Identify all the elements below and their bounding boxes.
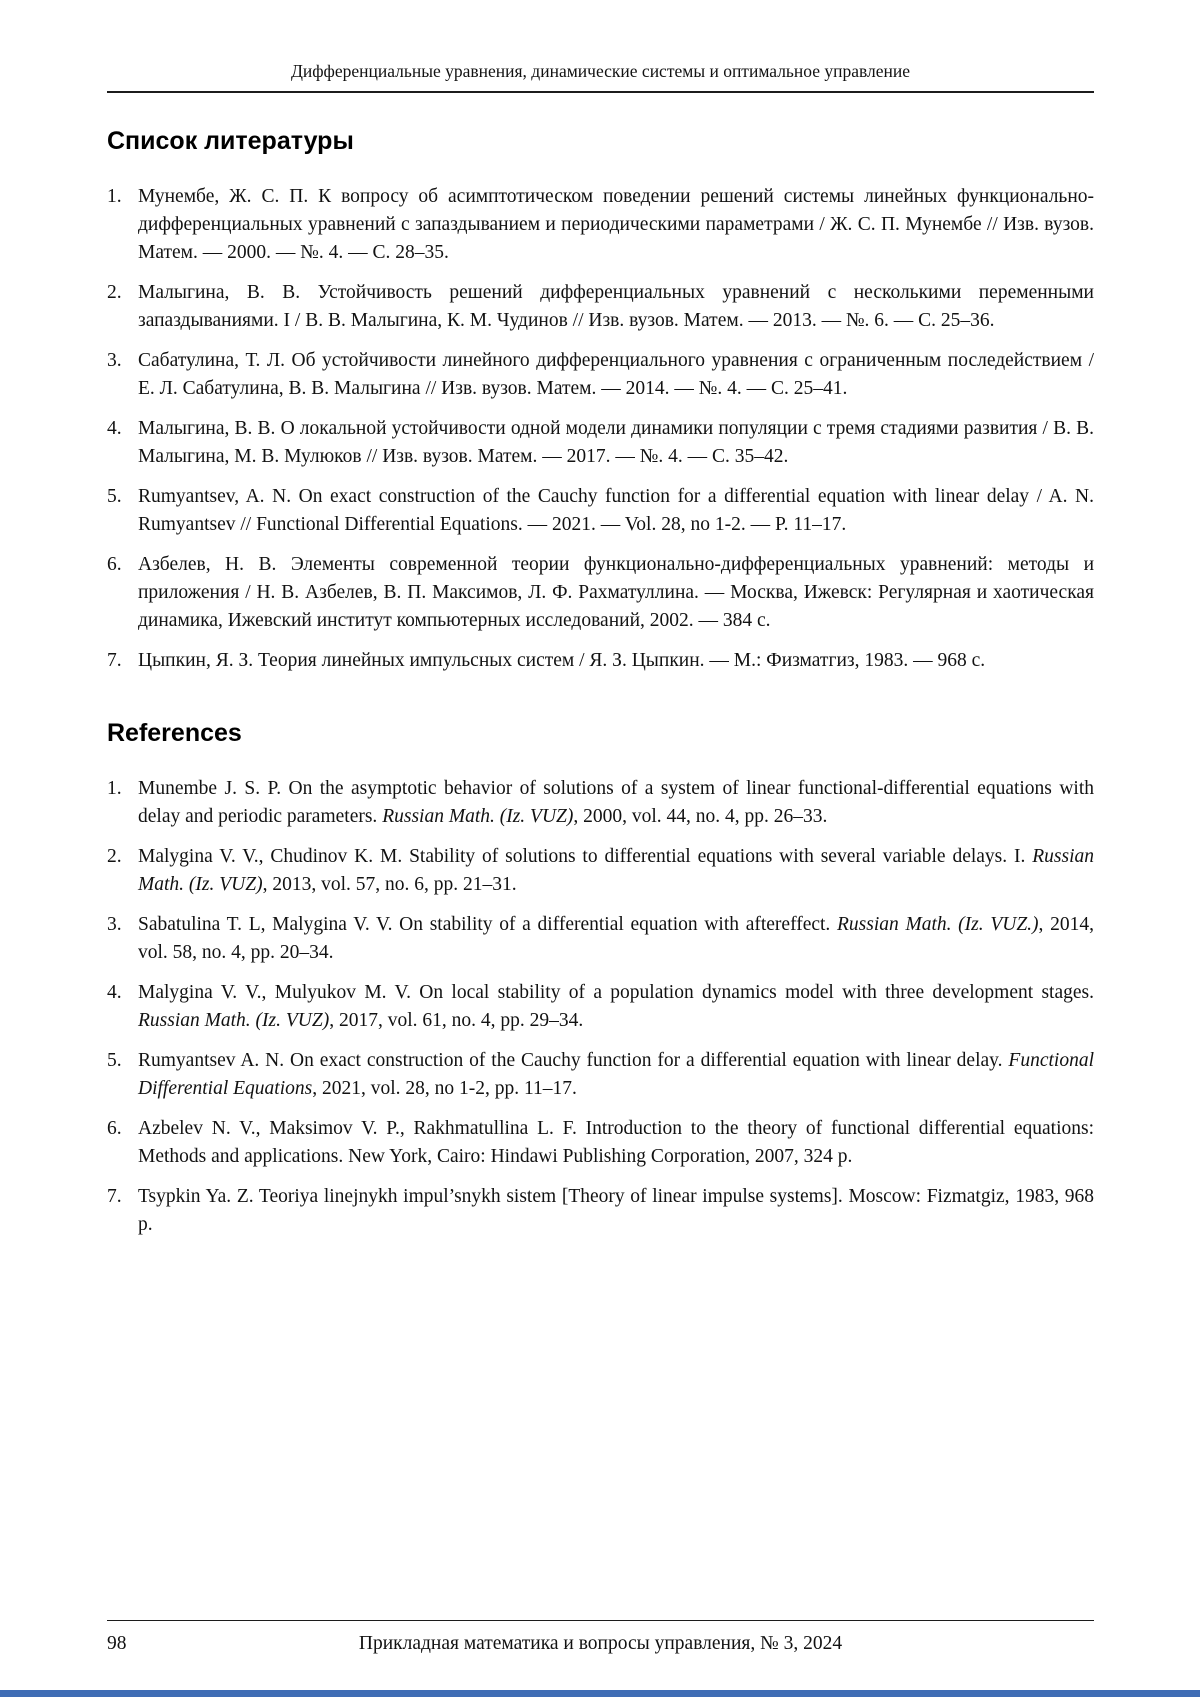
reference-item	[107, 483, 1094, 539]
section-title-references-en: References	[107, 719, 242, 747]
reference-item	[107, 1115, 1094, 1171]
reference-segment: Sabatulina T. L, Malygina V. V. On stability of a differential equation with aftereffect.	[138, 914, 837, 935]
reference-text	[138, 1047, 1094, 1103]
reference-number: 4.	[107, 418, 122, 439]
reference-segment: Munembe J. S. P. On the asymptotic behavior of solutions of a system of linear functional-differential equations with delay and periodic parameters.	[138, 778, 1094, 827]
reference-item	[107, 183, 1094, 267]
reference-number: 6.	[107, 1118, 122, 1139]
reference-number: 1.	[107, 186, 122, 207]
reference-segment: , 2014, vol. 58, no. 4, pp. 20–34.	[138, 914, 1094, 963]
reference-number: 1.	[107, 778, 122, 799]
reference-text: Малыгина, В. В. Устойчивость решений дифференциальных уравнений с несколькими переменными запаздываниями. I / В. В. Малыгина, К. М. Чудинов // Изв. вузов. Матем. — 2013. — №. 6. — С. 25–36.	[138, 282, 1094, 331]
reference-list-en	[107, 775, 1094, 1239]
journal-title-italic: Russian Math. (Iz. VUZ)	[382, 806, 574, 827]
reference-number: 3.	[107, 350, 122, 371]
reference-list-ru	[107, 183, 1094, 675]
reference-segment: , 2000, vol. 44, no. 4, pp. 26–33.	[573, 806, 828, 827]
reference-text	[138, 843, 1094, 899]
reference-text	[138, 775, 1094, 831]
reference-segment: Azbelev N. V., Maksimov V. P., Rakhmatullina L. F. Introduction to the theory of functional differential equations: Methods and applications. New York, Cairo: Hindawi Publishing Corporation, 2007, 324 p.	[138, 1118, 1094, 1167]
reference-text: Азбелев, Н. В. Элементы современной теории функционально-дифференциальных уравнений: методы и приложения / Н. В. Азбелев, В. П. Максимов, Л. Ф. Рахматуллина. — Москва, Ижевск: Регулярная и хаотическая динамика, Ижевский институт компьютерных исследований, 2002. — 384 с.	[138, 554, 1094, 631]
reference-segment: , 2021, vol. 28, no 1-2, pp. 11–17.	[312, 1078, 577, 1099]
page-footer	[107, 1620, 1094, 1657]
footer-row	[107, 1631, 1094, 1657]
reference-text	[138, 911, 1094, 967]
journal-title-italic: Functional Differential Equations	[138, 1050, 1094, 1099]
reference-item	[107, 347, 1094, 403]
reference-segment: , 2017, vol. 61, no. 4, pp. 29–34.	[329, 1010, 584, 1031]
reference-item	[107, 415, 1094, 471]
journal-footer-title: Прикладная математика и вопросы управления, № 3, 2024	[358, 1633, 843, 1654]
reference-text	[138, 1115, 1094, 1171]
reference-item	[107, 979, 1094, 1035]
page-number: 98	[107, 1633, 127, 1654]
reference-text	[138, 1183, 1094, 1239]
reference-number: 5.	[107, 1050, 122, 1071]
footer-rule	[107, 1620, 1094, 1621]
journal-title-italic: Russian Math. (Iz. VUZ.)	[837, 914, 1039, 935]
reference-number: 7.	[107, 1186, 122, 1207]
reference-item	[107, 843, 1094, 899]
reference-number: 7.	[107, 650, 122, 671]
reference-number: 6.	[107, 554, 122, 575]
section-title-bibliography-ru: Список литературы	[107, 127, 354, 155]
reference-text: Сабатулина, Т. Л. Об устойчивости линейного дифференциального уравнения с ограниченным последействием / Е. Л. Сабатулина, В. В. Малыгина // Изв. вузов. Матем. — 2014. — №. 4. — С. 25–41.	[138, 350, 1094, 399]
reference-number: 5.	[107, 486, 122, 507]
reference-item	[107, 551, 1094, 635]
reference-item	[107, 1047, 1094, 1103]
reference-number: 2.	[107, 282, 122, 303]
page-content	[0, 93, 1200, 1239]
reference-segment: Malygina V. V., Chudinov K. M. Stability of solutions to differential equations with several variable delays. I.	[138, 846, 1033, 867]
page-header	[0, 0, 1200, 93]
reference-segment: , 2013, vol. 57, no. 6, pp. 21–31.	[262, 874, 517, 895]
bottom-edge-bar	[0, 1690, 1200, 1697]
reference-item	[107, 647, 1094, 675]
reference-segment: Tsypkin Ya. Z. Teoriya linejnykh impul’snykh sistem [Theory of linear impulse systems]. Moscow: Fizmatgiz, 1983, 968 p.	[138, 1186, 1094, 1235]
reference-text: Rumyantsev, A. N. On exact construction of the Cauchy function for a differential equation with linear delay / A. N. Rumyantsev // Functional Differential Equations. — 2021. — Vol. 28, no 1-2. — P. 11–17.	[138, 486, 1094, 535]
reference-item	[107, 279, 1094, 335]
reference-text: Цыпкин, Я. З. Теория линейных импульсных систем / Я. З. Цыпкин. — М.: Физматгиз, 1983. — 968 с.	[138, 650, 986, 671]
reference-segment: Malygina V. V., Mulyukov M. V. On local stability of a population dynamics model with three development stages.	[138, 982, 1094, 1003]
journal-title-italic: Russian Math. (Iz. VUZ)	[138, 846, 1094, 895]
reference-text	[138, 979, 1094, 1035]
journal-title-italic: Russian Math. (Iz. VUZ)	[138, 1010, 330, 1031]
reference-item	[107, 775, 1094, 831]
reference-text: Мунембе, Ж. С. П. К вопросу об асимптотическом поведении решений системы линейных функционально-дифференциальных уравнений с запаздыванием и периодическими параметрами / Ж. С. П. Мунембе // Изв. вузов. Матем. — 2000. — №. 4. — С. 28–35.	[138, 186, 1094, 263]
reference-item	[107, 1183, 1094, 1239]
reference-text: Малыгина, В. В. О локальной устойчивости одной модели динамики популяции с тремя стадиями развития / В. В. Малыгина, М. В. Мулюков // Изв. вузов. Матем. — 2017. — №. 4. — С. 35–42.	[138, 418, 1094, 467]
reference-number: 3.	[107, 914, 122, 935]
reference-number: 4.	[107, 982, 122, 1003]
reference-number: 2.	[107, 846, 122, 867]
running-title: Дифференциальные уравнения, динамические системы и оптимальное управление	[290, 61, 911, 81]
reference-item	[107, 911, 1094, 967]
reference-segment: Rumyantsev A. N. On exact construction of the Cauchy function for a differential equation with linear delay.	[138, 1050, 1009, 1071]
